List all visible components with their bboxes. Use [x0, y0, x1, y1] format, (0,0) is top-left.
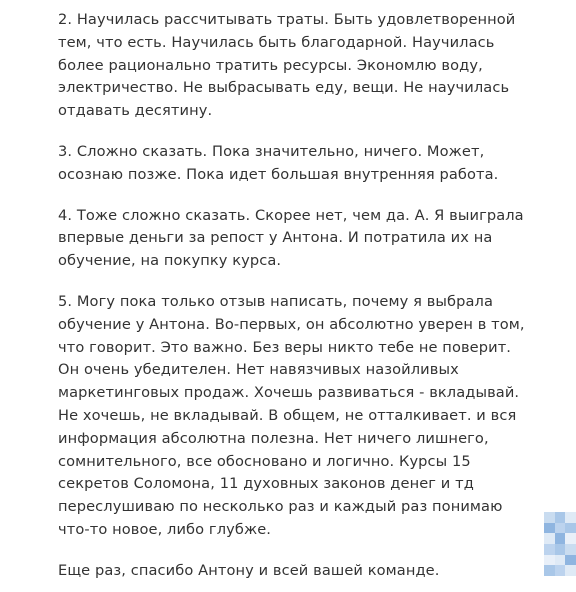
paragraph-2: 2. Научилась рассчитывать траты. Быть удовлетворенной тем, что есть. Научилась быть благодарной. Научилась более рационально тратить ресурсы. Экономлю воду, электричество. Не выбрасывать еду, вещи. Не научилась отдавать десятину.: [58, 11, 516, 120]
paragraph-3: 3. Сложно сказать. Пока значительно, ничего. Может, осознаю позже. Пока идет большая внутренняя работа.: [58, 142, 499, 183]
message-text: [58, 9, 528, 583]
pixel-block: [544, 565, 555, 576]
pixel-block: [555, 544, 566, 555]
pixel-block: [555, 523, 566, 534]
pixel-block: [555, 555, 566, 566]
pixel-block: [565, 555, 576, 566]
pixelated-image: [544, 512, 576, 576]
pixel-block: [555, 533, 566, 544]
closing-thanks: Еще раз, спасибо Антону и всей вашей команде.: [58, 561, 440, 579]
pixel-block: [544, 555, 555, 566]
paragraph-4: 4. Тоже сложно сказать. Скорее нет, чем да. А. Я выиграла впервые деньги за репост у Антона. И потратила их на обучение, на покупку курса.: [58, 206, 524, 270]
pixel-block: [565, 565, 576, 576]
pixel-block: [555, 512, 566, 523]
pixel-block: [565, 533, 576, 544]
paragraph-5: 5. Могу пока только отзыв написать, почему я выбрала обучение у Антона. Во-первых, он абсолютно уверен в том, что говорит. Это важно. Без веры никто тебе не поверит. Он очень убедителен. Нет навязчивых назойливых маркетинговых продаж. Хочешь развиваться - вкладывай. Не хочешь, не вкладывай. В общем, не отталкивает. и вся информация абсолютна полезна. Нет ничего лишнего, сомнительного, все обосновано и логично. Курсы 15 секретов Соломона, 11 духовных законов денег и тд переслушиваю по несколько раз и каждый раз понимаю что-то новое, либо глубже.: [58, 292, 525, 538]
pixel-block: [565, 544, 576, 555]
pixel-block: [565, 512, 576, 523]
pixel-block: [565, 523, 576, 534]
pixel-block: [544, 523, 555, 534]
pixel-block: [555, 565, 566, 576]
pixel-block: [544, 533, 555, 544]
pixel-block: [544, 544, 555, 555]
pixel-block: [544, 512, 555, 523]
